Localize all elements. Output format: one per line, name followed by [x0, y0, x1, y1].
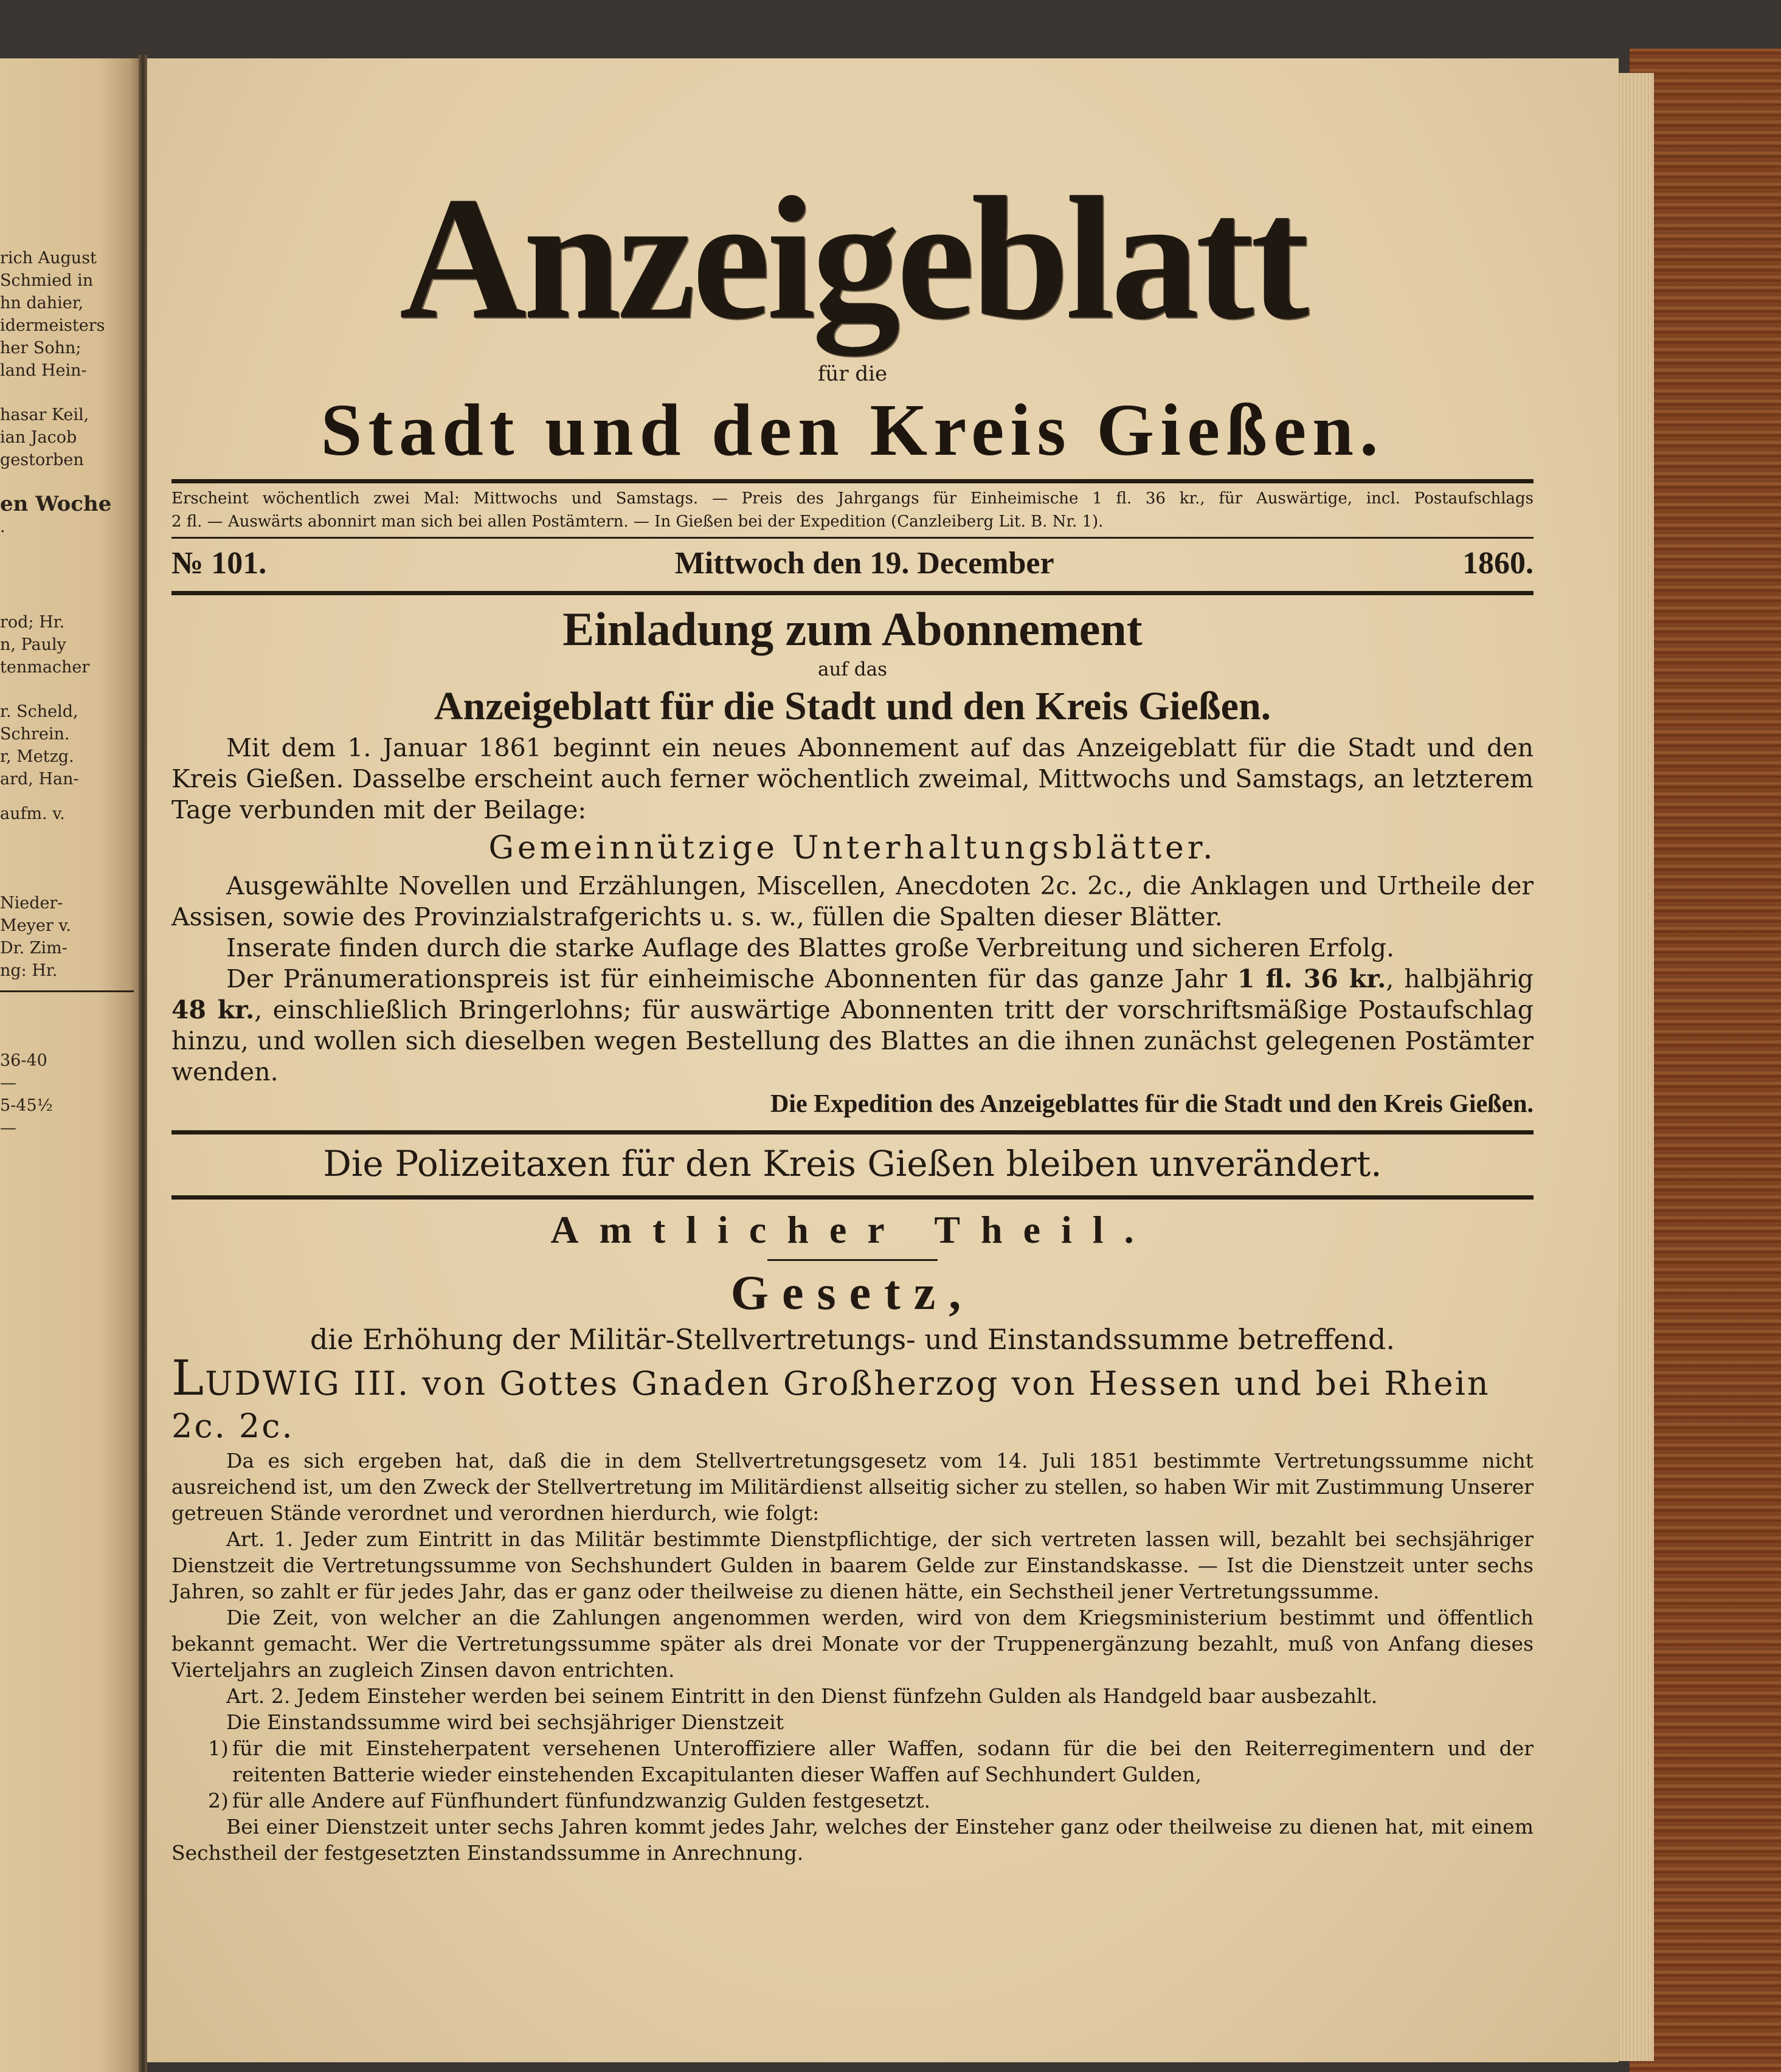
left-price: 5-45½ — [0, 1096, 53, 1115]
expedition-signature: Die Expedition des Anzeigeblattes für die Stadt und den Kreis Gießen. — [770, 1090, 1534, 1118]
law-heading: Gesetz, — [730, 1266, 975, 1320]
issue-date: Mittwoch den 19. December — [674, 546, 1054, 581]
left-line: her Sohn; — [0, 339, 81, 357]
invitation-auf-das: auf das — [817, 658, 887, 680]
police-note: Die Polizeitaxen für den Kreis Gießen bleiben unverändert. — [323, 1143, 1382, 1184]
law-paragraph: Die Zeit, von welcher an die Zahlungen angenommen werden, wird von dem Kriegsministerium bestimmt und öffentlich bekannt gemacht. Wer die Vertretungssumme später als drei Monate vor der Truppenergänzung bezahlt, muß von Anfang dieses Vierteljahrs an zugleich Zinsen davon entrichten. — [171, 1606, 1534, 1682]
left-line: Dr. Zim- — [0, 939, 67, 958]
left-line: ian Jacob — [0, 428, 77, 447]
left-line: rod; Hr. — [0, 613, 65, 632]
left-line: r, Metzg. — [0, 747, 74, 766]
masthead-title: Anzeigeblatt — [399, 161, 1306, 356]
annual-price: 1 fl. 36 kr. — [1237, 964, 1386, 993]
halfyear-price: 48 kr. — [171, 995, 255, 1024]
left-line: tenmacher — [0, 658, 90, 677]
invitation-paragraph: Inserate finden durch die starke Auflage des Blattes große Verbreitung und sicheren Erfolg. — [226, 933, 1394, 962]
rule — [171, 537, 1534, 539]
issue-number: № 101. — [171, 546, 267, 581]
left-price: — — [0, 1119, 16, 1138]
left-line: Nieder- — [0, 894, 63, 913]
facing-page — [0, 58, 141, 2072]
supplement-title: Gemeinnützige Unterhaltungsblätter. — [488, 830, 1217, 866]
left-line: idermeisters — [0, 316, 105, 335]
invitation-paragraph: Ausgewählte Novellen und Erzählungen, Miscellen, Anecdoten 2c. 2c., die Anklagen und Urtheile der Assisen, sowie des Provinzialstrafgerichts u. s. w., füllen die Spalten dieser Blätter. — [171, 871, 1534, 931]
left-line: Meyer v. — [0, 916, 71, 935]
left-line: gestorben — [0, 451, 84, 469]
left-line: n, Pauly — [0, 635, 66, 654]
rule — [767, 1259, 938, 1261]
left-price: — — [0, 1074, 16, 1093]
invitation-paragraph: Der Pränumerationspreis ist für einheimische Abonnenten für das ganze Jahr 1 fl. 36 kr., halbjährig 48 kr., einschließlich Bringerlohns; für auswärtige Abonnenten tritt der vorschriftsmäßige Postaufschlag hinzu, und wollen sich dieselben wegen Bestellung des Blattes an die ihnen zunächst gelegenen Postämter wenden. — [171, 964, 1534, 1086]
official-section-heading: Amtlicher Theil. — [550, 1208, 1155, 1251]
law-subject: die Erhöhung der Militär-Stellvertretungs- und Einstandssumme betreffend. — [310, 1323, 1395, 1356]
rule — [171, 1130, 1534, 1134]
left-line: . — [0, 517, 5, 536]
law-paragraph: Bei einer Dienstzeit unter sechs Jahren kommt jedes Jahr, welches der Einsteher ganz oder theilweise zu dienen hat, mit einem Sechstheil der festgesetzten Einstandssumme in Anrechnung. — [171, 1815, 1534, 1865]
left-line: ard, Han- — [0, 770, 79, 789]
invitation-paper-name: Anzeigeblatt für die Stadt und den Kreis Gießen. — [434, 684, 1271, 728]
left-price: 36-40 — [0, 1051, 47, 1070]
invitation-body — [171, 733, 1534, 1121]
invitation-paragraph: Mit dem 1. Januar 1861 beginnt ein neues Abonnement auf das Anzeigeblatt für die Stadt und den Kreis Gießen. Dasselbe erscheint auch ferner wöchentlich zweimal, Mittwochs und Samstags, an letzterem Tage verbunden mit der Beilage: — [171, 733, 1534, 824]
rule — [171, 591, 1534, 595]
left-line: en Woche — [0, 493, 112, 516]
left-line: r. Scheld, — [0, 702, 78, 721]
left-line: ng: Hr. — [0, 961, 58, 980]
left-line: aufm. v. — [0, 804, 65, 823]
law-paragraph: Die Einstandssumme wird bei sechsjähriger Dienstzeit — [226, 1710, 784, 1734]
issue-year: 1860. — [1462, 546, 1534, 581]
issue-row — [171, 542, 1534, 585]
rule — [171, 479, 1534, 483]
law-paragraph: Da es sich ergeben hat, daß die in dem Stellvertretungsgesetz vom 14. Juli 1851 bestimmte Vertretungssumme nicht ausreichend ist, um den Zweck der Stellvertretung im Militärdienst allseitig sicher zu stellen, so haben Wir mit Zustimmung Unserer getreuen Stände verordnet und verordnen hierdurch, wie folgt: — [171, 1449, 1534, 1525]
law-paragraph: Art. 1. Jeder zum Eintritt in das Militär bestimmte Dienstpflichtige, der sich vertreten lassen will, bezahlt bei sechsjähriger Dienstzeit die Vertretungssumme von Sechshundert Gulden in baarem Gelde zur Einstandskasse. — Ist die Dienstzeit unter sechs Jahren, so zahlt er für jedes Jahr, das er ganz oder theilweise zu dienen hätte, ein Sechstheil jener Vertretungssumme. — [171, 1527, 1534, 1603]
invitation-title: Einladung zum Abonnement — [562, 603, 1143, 655]
page-content — [171, 158, 1534, 1866]
law-text — [171, 1448, 1534, 1866]
book-gutter — [139, 55, 147, 2072]
left-line: hn dahier, — [0, 294, 84, 313]
law-item: 2) für alle Andere auf Fünfhundert fünfundzwanzig Gulden festgesetzt. — [208, 1789, 930, 1812]
sovereign-line: LUDWIG III. von Gottes Gnaden Großherzog von Hessen und bei Rhein 2c. 2c. — [171, 1350, 1490, 1445]
publication-info-line1: Erscheint wöchentlich zwei Mal: Mittwochs und Samstags. — Preis des Jahrgangs für Einheimische 1 fl. 36 kr., für Auswärtige, incl. Postaufschlags — [171, 489, 1534, 508]
law-item: 1) für die mit Einsteherpatent versehenen Unteroffiziere aller Waffen, sodann für die bei den Reiterregimentern und der reitenten Batterie wieder einstehenden Excapitulanten dieser Waffen auf Sechhundert Gulden, — [208, 1736, 1534, 1786]
rule — [171, 1195, 1534, 1200]
publication-info-line2: 2 fl. — Auswärts abonnirt man sich bei allen Postämtern. — In Gießen bei der Expedition (Canzleiberg Lit. B. Nr. 1). — [171, 513, 1104, 531]
left-line: land Hein- — [0, 361, 87, 380]
masthead-fuer-die: für die — [817, 362, 888, 386]
left-line: Schmied in — [0, 271, 94, 290]
facing-page-text — [0, 247, 139, 1139]
law-paragraph: Art. 2. Jedem Einsteher werden bei seinem Eintritt in den Dienst fünfzehn Gulden als Handgeld baar ausbezahlt. — [226, 1684, 1378, 1708]
left-line: rich August — [0, 249, 97, 268]
left-line: hasar Keil, — [0, 406, 89, 424]
left-line: Schrein. — [0, 725, 70, 744]
masthead-subtitle: Stadt und den Kreis Gießen. — [320, 389, 1385, 471]
